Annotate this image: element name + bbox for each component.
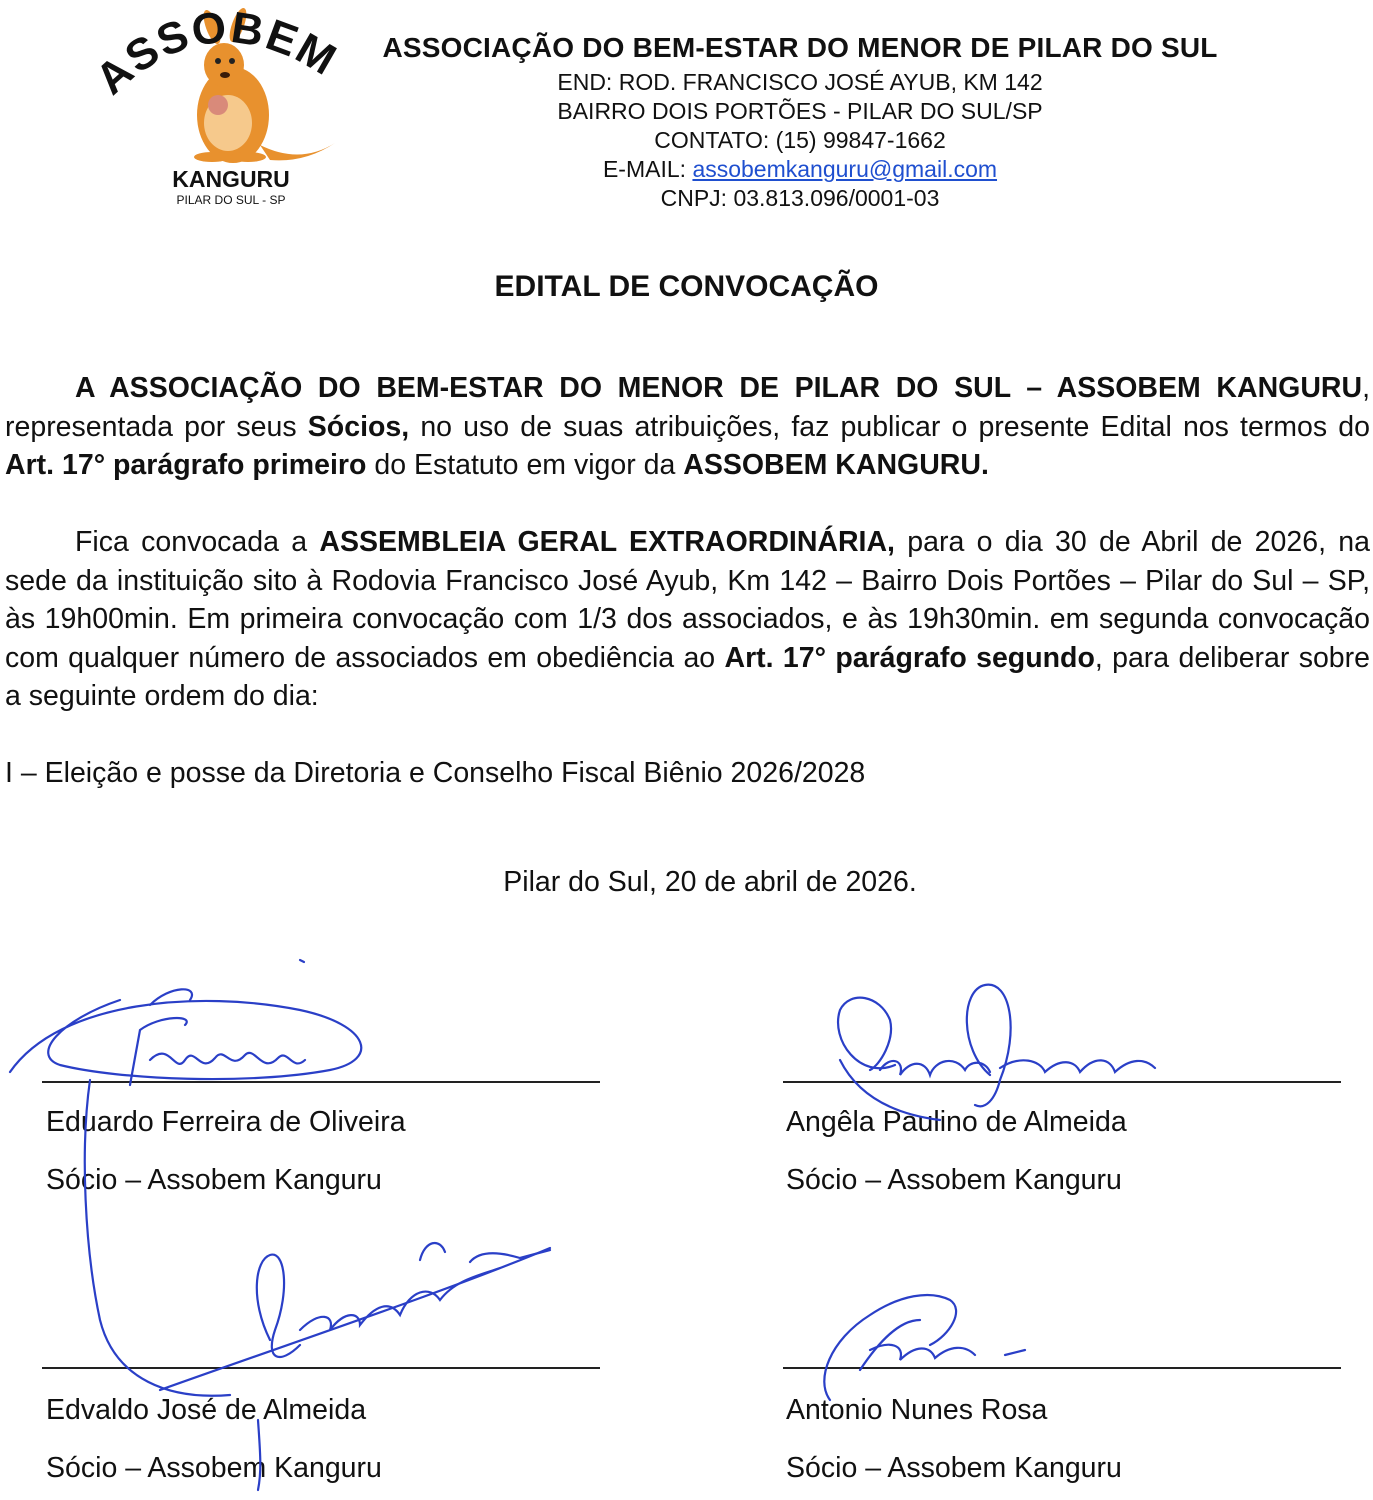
document-title: EDITAL DE CONVOCAÇÃO: [494, 270, 879, 303]
paragraph-intro: [5, 369, 1370, 485]
intro-text-1: , representada por seus: [5, 372, 1370, 443]
intro-text-3: do Estatuto em vigor da: [366, 449, 684, 481]
logo-top-text: SSOBEM: [116, 5, 346, 86]
intro-bold-socios: Sócios,: [307, 410, 410, 443]
signature-antonio: [824, 1295, 1025, 1400]
date-line: Pilar do Sul, 20 de abril de 2026.: [503, 866, 917, 898]
convocation-text-1: Fica convocada a: [75, 526, 320, 558]
org-name: ASSOCIAÇÃO DO BEM-ESTAR DO MENOR DE PILAR DO SUL: [382, 32, 1218, 63]
signature-line: [783, 1367, 1341, 1369]
signatory-role: Sócio – Assobem Kanguru: [46, 1452, 382, 1484]
logo: [100, 5, 360, 210]
kangaroo-icon: [100, 5, 360, 210]
convocation-text-3: , para deliberar sobre a seguinte ordem do dia:: [5, 641, 1370, 712]
logo-name: KANGURU: [172, 166, 290, 192]
signatory-name: Antonio Nunes Rosa: [786, 1394, 1048, 1426]
intro-bold-org: A ASSOCIAÇÃO DO BEM-ESTAR DO MENOR DE PILAR DO SUL – ASSOBEM KANGURU: [75, 372, 1363, 404]
intro-bold-assobem: ASSOBEM KANGURU.: [683, 449, 989, 481]
header-email: [440, 155, 1160, 184]
signature-angela: [838, 985, 1155, 1120]
email-label: E-MAIL:: [602, 156, 693, 182]
convocation-bold-assembly: ASSEMBLEIA GERAL EXTRAORDINÁRIA,: [319, 526, 895, 558]
email-link[interactable]: assobemkanguru@gmail.com: [692, 156, 998, 182]
signatory-role: Sócio – Assobem Kanguru: [786, 1452, 1122, 1484]
paragraph-convocation: [5, 523, 1370, 716]
signatory-role: Sócio – Assobem Kanguru: [786, 1164, 1122, 1196]
signatory-role: Sócio – Assobem Kanguru: [46, 1164, 382, 1196]
signature-line: [42, 1367, 600, 1369]
header-cnpj: CNPJ: 03.813.096/0001-03: [660, 185, 940, 211]
signatory-name: Angêla Paulino de Almeida: [786, 1106, 1127, 1138]
convocation-bold-article: Art. 17° parágrafo segundo: [724, 641, 1095, 674]
signature-line: [42, 1081, 600, 1083]
signatory-name: Edvaldo José de Almeida: [46, 1394, 367, 1426]
intro-bold-article: Art. 17° parágrafo primeiro: [5, 449, 367, 481]
intro-text-2: no uso de suas atribuições, faz publicar o presente Edital nos termos do: [409, 410, 1370, 443]
signatory-name: Eduardo Ferreira de Oliveira: [46, 1106, 406, 1138]
agenda-item: I – Eleição e posse da Diretoria e Conselho Fiscal Biênio 2026/2028: [5, 757, 866, 789]
convocation-text-2: para o dia 30 de Abril de 2026, na sede da instituição sito à Rodovia Francisco José Ayub, Km 142 – Bairro Dois Portões – Pilar do Sul – SP, às 19h00min. Em primeira convocação com 1/3 dos associados, e às 19h30min. em segunda convocação com qualquer número de associados em obediência ao: [5, 526, 1370, 674]
logo-place: PILAR DO SUL - SP: [176, 193, 286, 207]
header-district: BAIRRO DOIS PORTÕES - PILAR DO SUL/SP: [557, 98, 1043, 124]
header-contact: CONTATO: (15) 99847-1662: [654, 127, 946, 153]
signature-line: [783, 1081, 1341, 1083]
header-address: END: ROD. FRANCISCO JOSÉ AYUB, KM 142: [557, 69, 1043, 95]
